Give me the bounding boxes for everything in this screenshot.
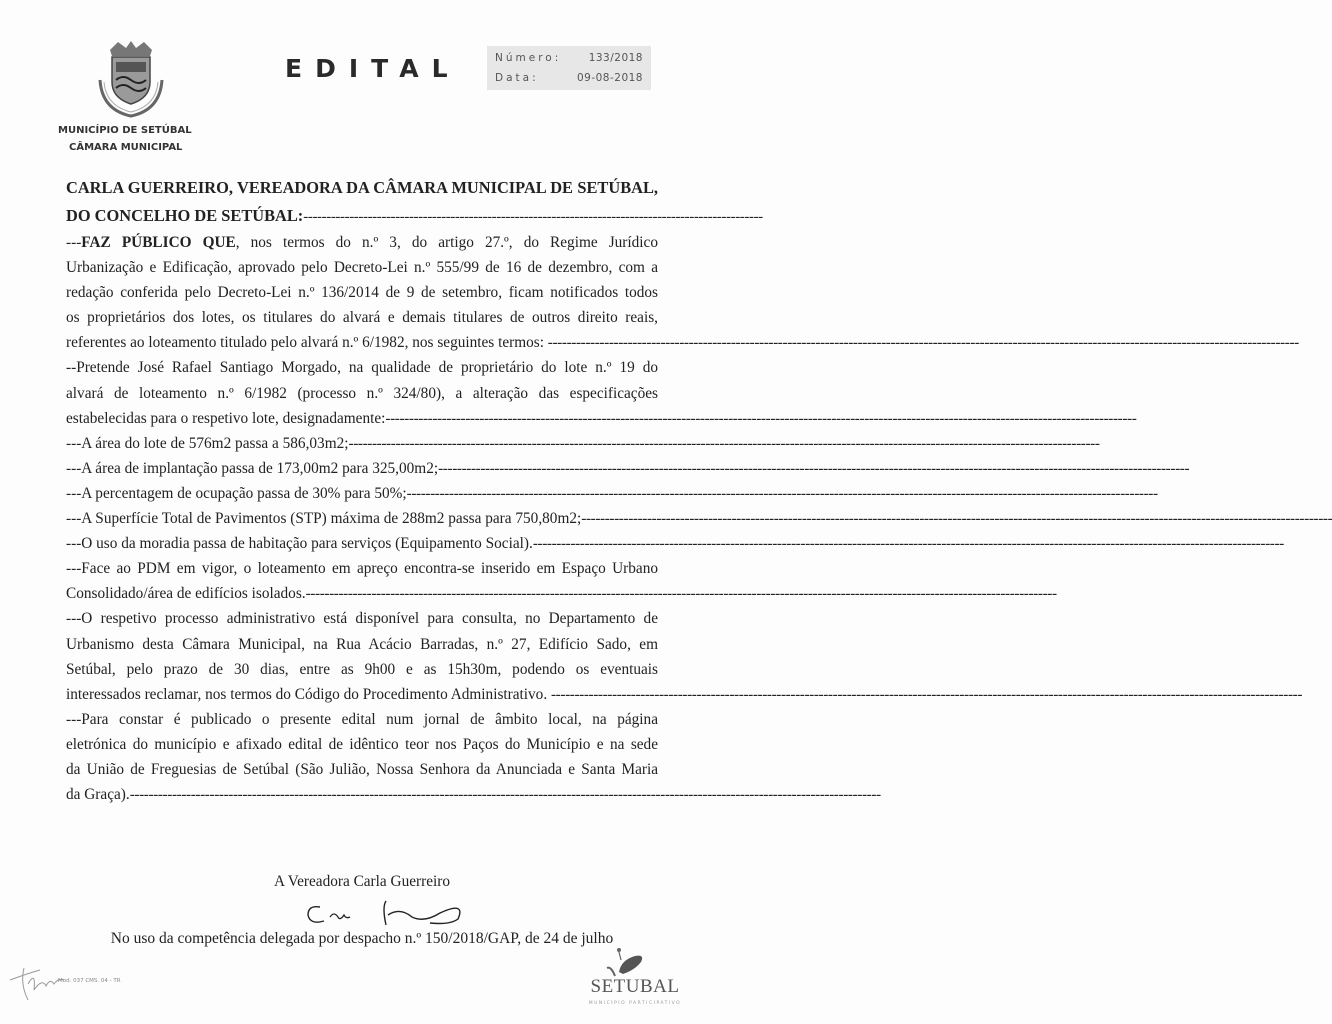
body-line xyxy=(66,581,1057,606)
document-info-box xyxy=(487,46,651,90)
body-line xyxy=(66,556,658,581)
line-text: ---A área de implantação passa de 173,00m2 para 325,00m2; xyxy=(66,459,439,477)
body-line xyxy=(66,406,1137,431)
logo-text: SETUBAL xyxy=(590,976,680,997)
body-line xyxy=(66,481,1158,506)
body-line xyxy=(66,230,658,255)
body-line xyxy=(66,632,658,657)
body-line xyxy=(66,707,658,732)
body-line xyxy=(66,456,1190,481)
line-text: Setúbal, pelo prazo de 30 dias, entre as 9h00 e as 15h30m, podendo os eventuais xyxy=(66,660,658,678)
numero-value: 133/2018 xyxy=(588,52,643,64)
body-line xyxy=(66,280,658,305)
line-text: ---O uso da moradia passa de habitação para serviços (Equipamento Social). xyxy=(66,535,533,553)
line-text: da Graça). xyxy=(66,786,130,804)
date-value: 09-08-2018 xyxy=(576,72,643,84)
dash-fill: ---------------------------------------------------------------------------------------------------------------------------------------------------------------- xyxy=(547,334,1299,352)
municipality-block xyxy=(58,122,192,156)
heading-text: DO CONCELHO DE SETÚBAL: xyxy=(66,206,304,225)
body-line xyxy=(66,531,1284,556)
coat-of-arms-icon xyxy=(88,40,174,120)
line-text: Consolidado/área de edifícios isolados. xyxy=(66,585,306,603)
line-text: ---A área do lote de 576m2 passa a 586,03m2; xyxy=(66,434,349,452)
body-line xyxy=(66,355,658,380)
body-line xyxy=(66,305,658,330)
dash-fill: ---------------------------------------------------------------------------------------------------------------------------------------------------------------- xyxy=(305,585,1057,603)
body-paragraphs xyxy=(66,230,1332,807)
heading-line-1: CARLA GUERREIRO, VEREADORA DA CÂMARA MUNICIPAL DE SETÚBAL, xyxy=(66,178,658,197)
line-text: os proprietários dos lotes, os titulares do alvará e demais titulares de outros direito reais, xyxy=(66,309,658,327)
heading-line-2 xyxy=(66,202,763,230)
body-line xyxy=(66,782,881,807)
line-text: interessados reclamar, nos termos do Código do Procedimento Administrativo. xyxy=(66,685,551,703)
dash-fill: ---------------------------------------------------------------------------------------------------------------------------------------------------------------- xyxy=(406,484,1158,502)
body-line xyxy=(66,381,658,406)
numero-label: Número: xyxy=(495,52,562,64)
line-text: da União de Freguesias de Setúbal (São Julião, Nossa Senhora da Anunciada e Santa Maria xyxy=(66,760,658,778)
body-line xyxy=(66,606,658,631)
line-text: ---A Superfície Total de Pavimentos (STP) máxima de 288m2 passa para 750,80m2; xyxy=(66,510,582,528)
line-text: ---A percentagem de ocupação passa de 30% para 50%; xyxy=(66,484,407,502)
municipality-name: MUNICÍPIO DE SETÚBAL xyxy=(58,125,192,136)
dash-fill: ---------------------------------------------------------------------------------------------------- xyxy=(303,209,763,225)
handwritten-signature-icon xyxy=(290,893,480,933)
initials-signature-icon xyxy=(6,960,66,1010)
body-line xyxy=(66,682,1303,707)
line-text: redação conferida pelo Decreto-Lei n.º 136/2014 de 9 de setembro, ficam notificados todos xyxy=(66,284,658,302)
line-text: ---Para constar é publicado o presente edital num jornal de âmbito local, na página xyxy=(66,710,658,728)
chamber-name: CÂMARA MUNICIPAL xyxy=(69,142,183,153)
dash-fill: ---------------------------------------------------------------------------------------------------------------------------------------------------------------- xyxy=(550,685,1303,703)
body-line xyxy=(66,506,1332,531)
dash-fill: ---------------------------------------------------------------------------------------------------------------------------------------------------------------- xyxy=(532,535,1284,553)
line-bold-text: FAZ PÚBLICO QUE xyxy=(81,234,236,251)
edital-body xyxy=(66,174,1332,807)
dash-fill: ---------------------------------------------------------------------------------------------------------------------------------------------------------------- xyxy=(385,409,1137,427)
body-line xyxy=(66,757,658,782)
line-text: Urbanização e Edificação, aprovado pelo Decreto-Lei n.º 555/99 de 16 de dezembro, com a xyxy=(66,259,658,277)
line-text: alvará de loteamento n.º 6/1982 (processo n.º 324/80), a alteração das especificações xyxy=(66,384,658,402)
document-title: EDITAL xyxy=(285,54,461,83)
line-text: Urbanismo desta Câmara Municipal, na Rua Acácio Barradas, n.º 27, Edifício Sado, em xyxy=(66,635,658,653)
line-text: referentes ao loteamento titulado pelo alvará n.º 6/1982, nos seguintes termos: xyxy=(66,334,548,352)
dash-fill: ---------------------------------------------------------------------------------------------------------------------------------------------------------------- xyxy=(581,510,1332,528)
body-line xyxy=(66,657,658,682)
delegation-note: No uso da competência delegada por despacho n.º 150/2018/GAP, de 24 de julho xyxy=(110,930,614,947)
form-reference: Mod. 037 CMS. 04 - TR xyxy=(58,978,121,984)
body-line xyxy=(66,330,1299,355)
line-prefix: --- xyxy=(66,234,82,251)
line-text: estabelecidas para o respetivo lote, designadamente: xyxy=(66,409,386,427)
line-text: eletrónica do município e afixado edital de idêntico teor nos Paços do Município e na sede xyxy=(66,735,658,753)
body-line xyxy=(66,255,658,280)
line-text: ---O respetivo processo administrativo está disponível para consulta, no Departamento de xyxy=(66,610,658,628)
line-text: --Pretende José Rafael Santiago Morgado, na qualidade de proprietário do lote n.º 19 do xyxy=(66,359,658,377)
line-text: ---Face ao PDM em vigor, o loteamento em apreço encontra-se inserido em Espaço Urbano xyxy=(66,560,658,578)
line-text: , nos termos do n.º 3, do artigo 27.º, do Regime Jurídico xyxy=(235,234,658,251)
date-label: Data: xyxy=(495,72,539,84)
body-line xyxy=(66,431,1100,456)
signatory-name: A Vereadora Carla Guerreiro xyxy=(274,873,450,890)
dash-fill: ---------------------------------------------------------------------------------------------------------------------------------------------------------------- xyxy=(129,786,881,804)
logo-subtext: MUNICÍPIO PARTICIPATIVO xyxy=(588,1001,682,1006)
dash-fill: ---------------------------------------------------------------------------------------------------------------------------------------------------------------- xyxy=(348,434,1100,452)
dash-fill: ---------------------------------------------------------------------------------------------------------------------------------------------------------------- xyxy=(438,459,1190,477)
body-line xyxy=(66,732,658,757)
